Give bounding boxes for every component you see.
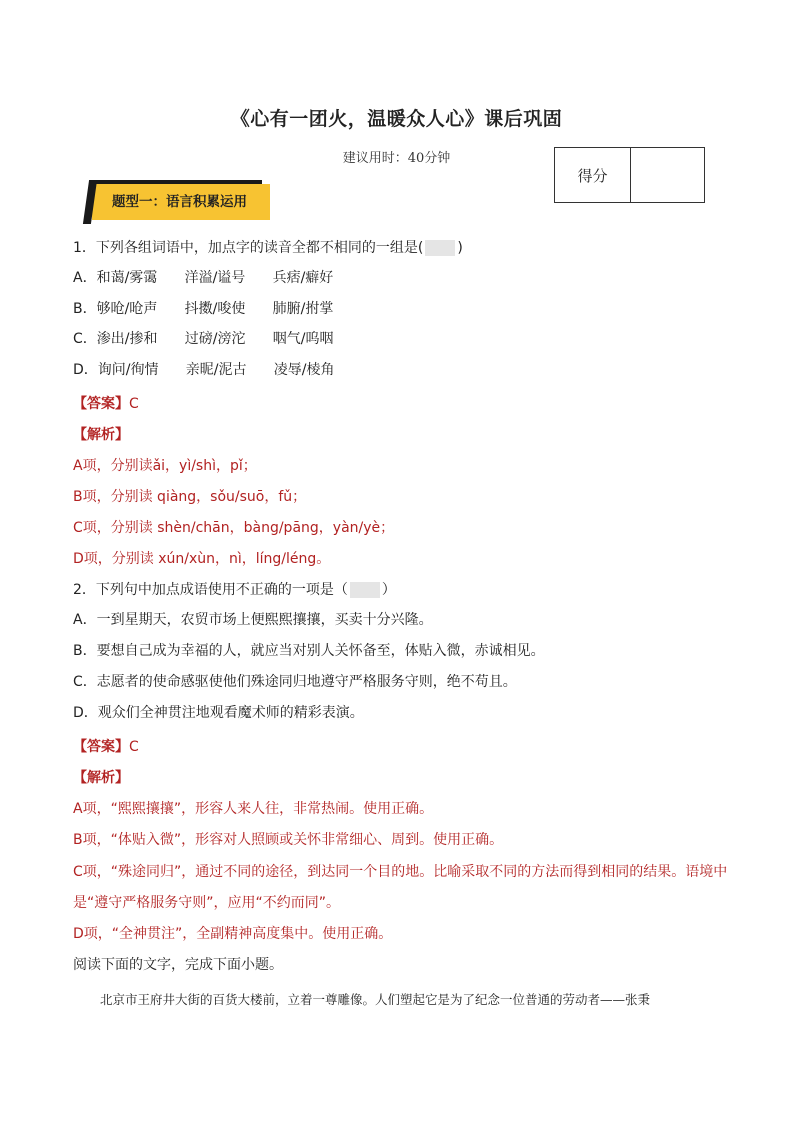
q1-analysis-b: B项，分别读 qiàng，sǒu/suō，fǔ； <box>73 489 307 505</box>
q2-analysis-c: C项，“殊途同归”，通过不同的途径，到达同一个目的地。比喻采取不同的方法而得到相同的结果。语境中 <box>73 864 728 880</box>
option-word: 够呛/呛声 <box>96 301 158 317</box>
score-label: 得分 <box>555 148 631 202</box>
option-word: 洋溢/谥号 <box>184 270 246 286</box>
q1-option-c <box>73 330 334 348</box>
q2-stem-text: 2．下列句中加点成语使用不正确的一项是（ <box>73 582 348 598</box>
q1-analysis-d: D项，分别读 xún/xùn，nì，líng/léng。 <box>73 551 331 567</box>
q2-stem-close: ） <box>381 582 396 598</box>
option-word: 咽气/呜咽 <box>272 331 334 347</box>
reading-intro: 阅读下面的文字，完成下面小题。 <box>73 957 283 973</box>
q2-analysis-label: 【解析】 <box>73 770 129 786</box>
q2-option-c: C．志愿者的使命感驱使他们殊途同归地遵守严格服务守则，绝不苟且。 <box>73 674 517 690</box>
q1-stem-close: ) <box>457 240 463 256</box>
answer-value: C <box>129 396 139 412</box>
q2-answer <box>73 738 139 756</box>
q2-analysis-b: B项，“体贴入微”，形容对人照顾或关怀非常细心、周到。使用正确。 <box>73 832 504 848</box>
option-word: 肺腑/拊掌 <box>272 301 334 317</box>
page-title: 《心有一团火，温暖众人心》课后巩固 <box>230 108 563 130</box>
answer-blank[interactable] <box>425 240 455 256</box>
q2-analysis-d: D项，“全神贯注”，全副精神高度集中。使用正确。 <box>73 926 393 942</box>
answer-value: C <box>129 739 139 755</box>
q2-option-a: A．一到星期天，农贸市场上便熙熙攘攘，买卖十分兴隆。 <box>73 612 433 628</box>
section-banner-text: 题型一：语言积累运用 <box>112 194 247 210</box>
option-word: 亲昵/泥古 <box>185 362 247 378</box>
q2-stem <box>73 581 396 599</box>
option-word: 凌辱/棱角 <box>273 362 335 378</box>
q1-analysis-label: 【解析】 <box>73 427 129 443</box>
q1-answer <box>73 395 139 413</box>
q1-option-d <box>73 361 335 379</box>
q2-option-b: B．要想自己成为幸福的人，就应当对别人关怀备至，体贴入微，赤诚相见。 <box>73 643 545 659</box>
q1-option-b <box>73 300 333 318</box>
option-letter: C． <box>73 331 97 347</box>
option-word: 抖擞/唆使 <box>184 301 246 317</box>
score-box <box>554 147 705 203</box>
answer-blank[interactable] <box>350 582 380 598</box>
option-letter: B． <box>73 301 97 317</box>
q1-stem <box>73 239 463 257</box>
reading-passage: 北京市王府井大街的百货大楼前，立着一尊雕像。人们塑起它是为了纪念一位普通的劳动者——张秉 <box>100 992 651 1007</box>
suggested-time: 建议用时：40分钟 <box>342 151 451 166</box>
q2-analysis-a: A项，“熙熙攘攘”，形容人来人往，非常热闹。使用正确。 <box>73 801 434 817</box>
q1-analysis-a: A项，分别读ǎi，yì/shì，pǐ； <box>73 458 257 474</box>
option-word: 和蔼/雾霭 <box>96 270 158 286</box>
q1-option-a <box>73 269 333 287</box>
option-word: 过磅/滂沱 <box>184 331 246 347</box>
option-letter: D． <box>73 362 98 378</box>
option-word: 兵痞/癖好 <box>272 270 334 286</box>
answer-label: 【答案】 <box>73 396 129 412</box>
answer-label: 【答案】 <box>73 739 129 755</box>
option-word: 渗出/掺和 <box>96 331 158 347</box>
q2-option-d: D．观众们全神贯注地观看魔术师的精彩表演。 <box>73 705 364 721</box>
q2-analysis-c-cont: 是“遵守严格服务守则”，应用“不约而同”。 <box>73 895 341 911</box>
q1-analysis-c: C项，分别读 shèn/chān，bàng/pāng，yàn/yè； <box>73 520 395 536</box>
q1-stem-text: 1．下列各组词语中，加点字的读音全都不相同的一组是( <box>73 240 424 256</box>
option-letter: A． <box>73 270 97 286</box>
section-banner <box>92 184 270 220</box>
option-word: 询问/徇情 <box>97 362 159 378</box>
